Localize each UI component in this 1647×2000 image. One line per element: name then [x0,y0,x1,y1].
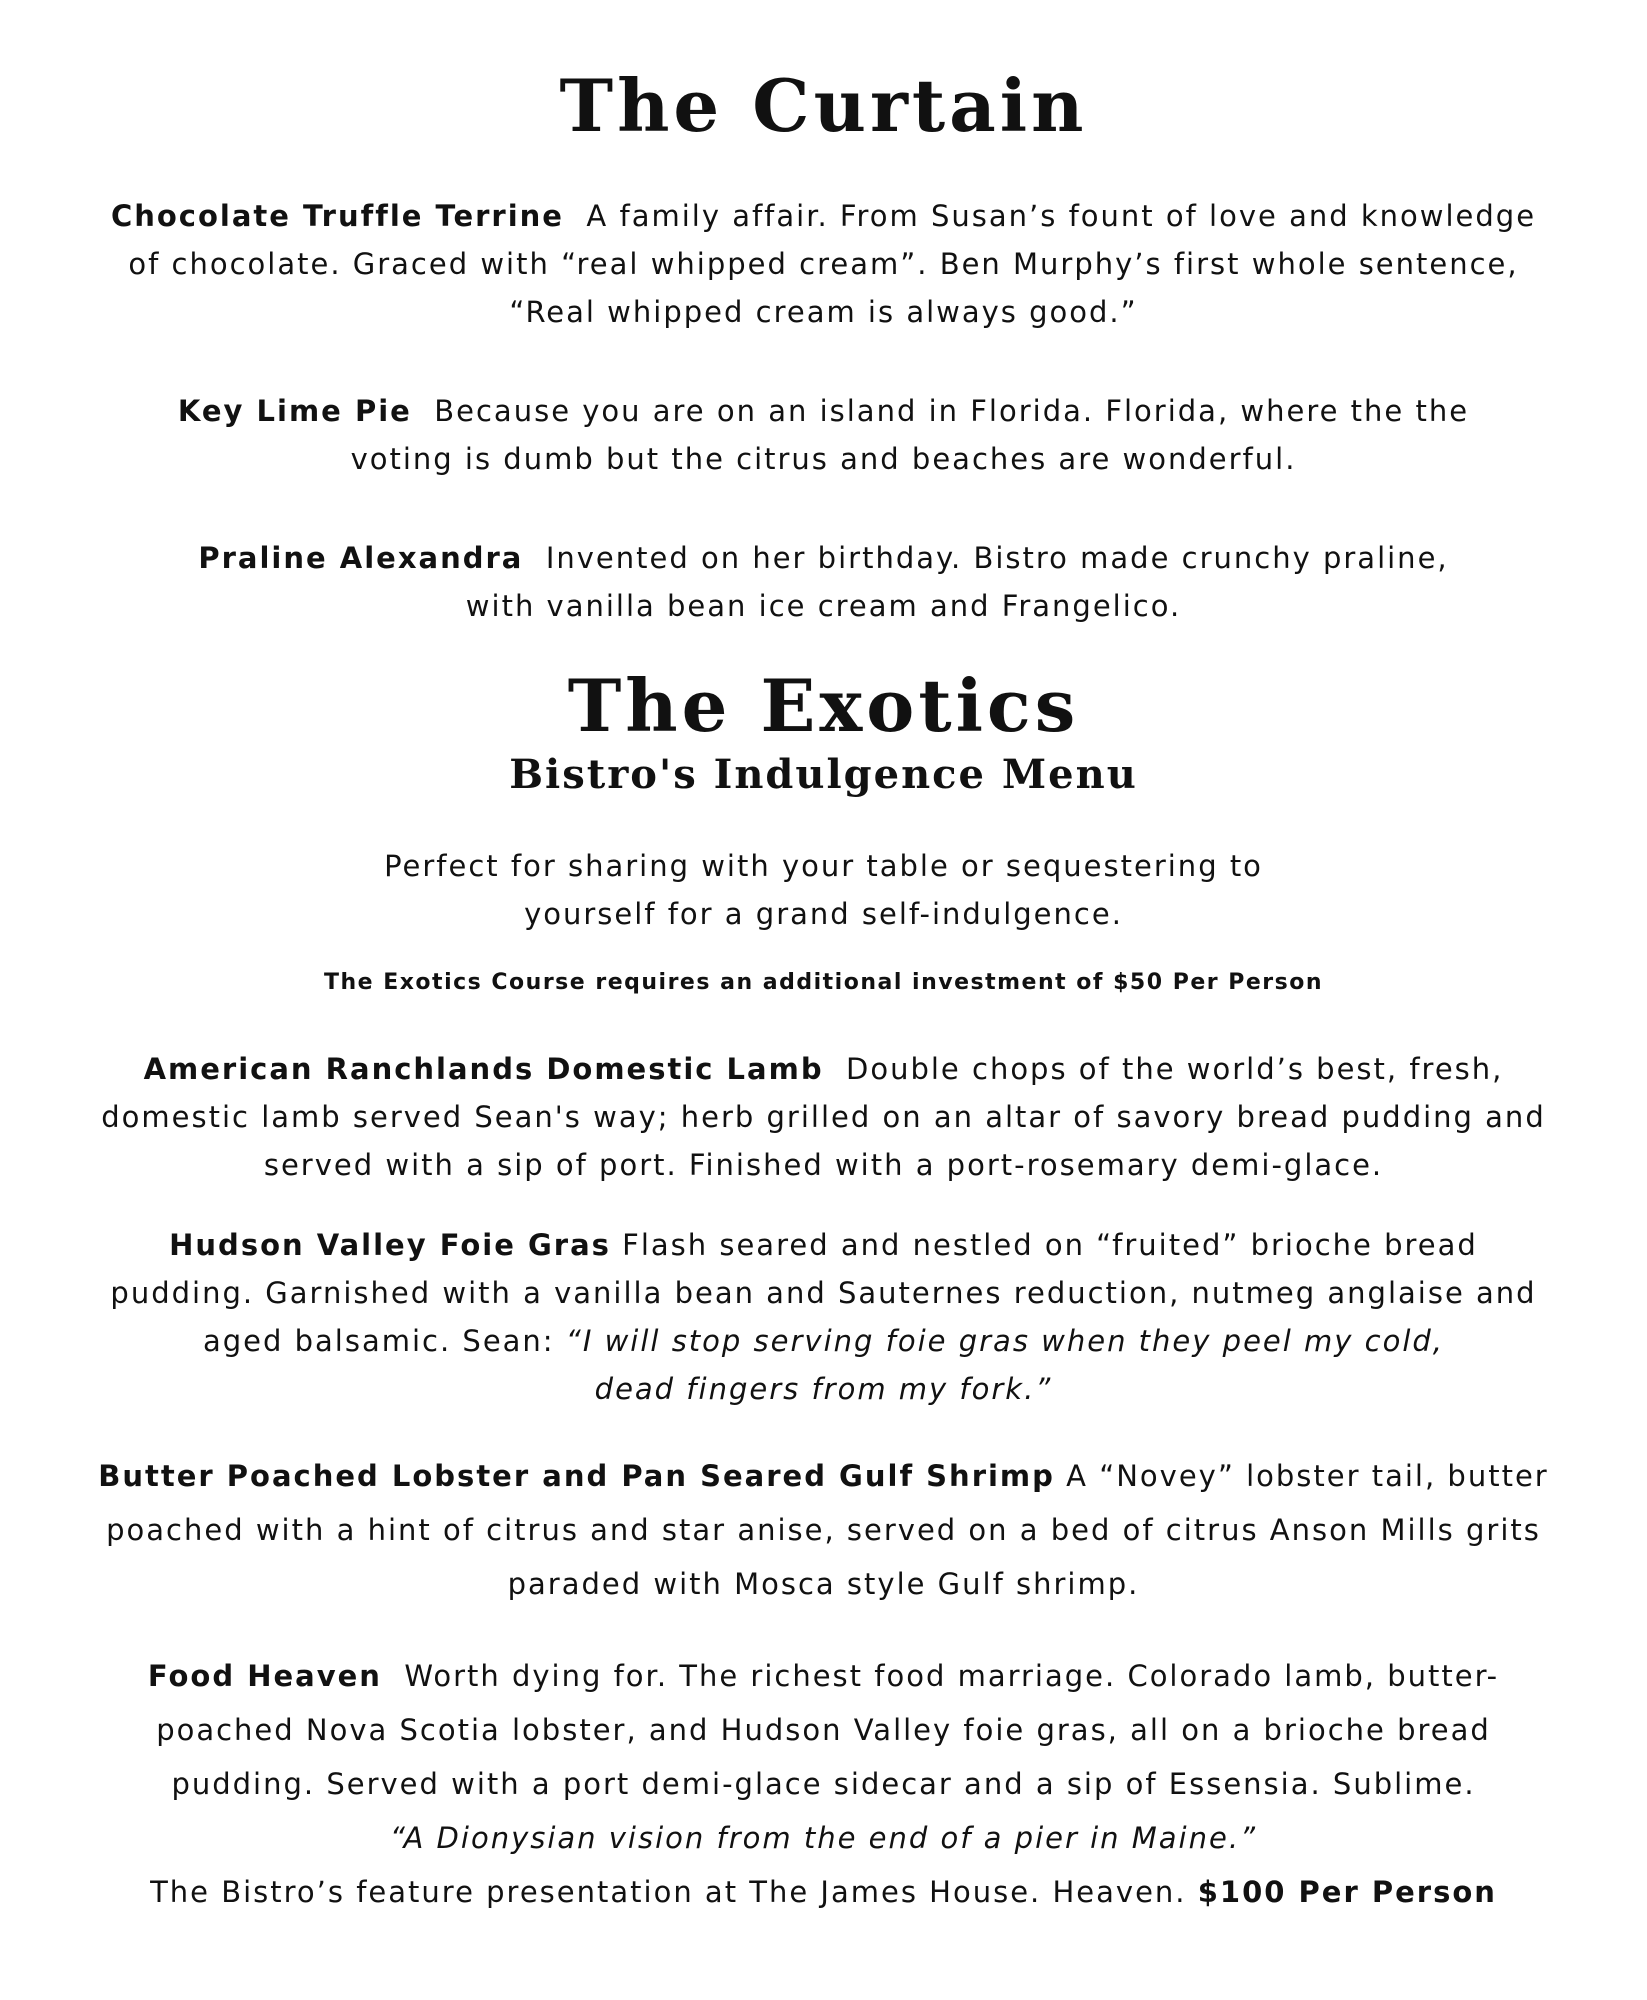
menu-item-lobster-shrimp [40,1449,1607,1611]
menu-item-key-lime-pie [40,387,1607,483]
exotics-title: The Exotics [567,663,1080,748]
item-description: aged balsamic. Sean: [202,1324,555,1358]
item-price: $100 Per Person [1197,1875,1497,1909]
item-description: Flash seared and nestled on “fruited” brioche bread [622,1228,1478,1262]
item-description: A “Novey” lobster tail, butter [1066,1459,1549,1493]
menu-item-chocolate-truffle-terrine [40,192,1607,336]
item-description: served with a sip of port. Finished with a port-rosemary demi-glace. [263,1148,1384,1182]
item-description: poached with a hint of citrus and star anise, served on a bed of citrus Anson Mills grits [106,1513,1541,1547]
item-name: American Ranchlands Domestic Lamb [143,1052,824,1086]
item-quote: “A Dionysian vision from the end of a pier in Maine.” [389,1821,1258,1855]
item-description: with vanilla bean ice cream and Frangelico. [465,589,1182,623]
item-name: Hudson Valley Foie Gras [169,1228,611,1262]
exotics-subtitle: Bistro's Indulgence Menu [509,751,1138,798]
item-description: domestic lamb served Sean's way; herb grilled on an altar of savory bread pudding and [101,1100,1546,1134]
item-description: of chocolate. Graced with “real whipped cream”. Ben Murphy’s first whole sentence, [128,247,1519,281]
item-description: pudding. Served with a port demi-glace sidecar and a sip of Essensia. Sublime. [171,1767,1476,1801]
curtain-title: The Curtain [559,63,1088,148]
item-name: Chocolate Truffle Terrine [110,199,564,233]
item-description: The Bistro’s feature presentation at The James House. Heaven. [150,1875,1187,1909]
item-description: “Real whipped cream is always good.” [509,295,1138,329]
item-description: paraded with Mosca style Gulf shrimp. [507,1567,1140,1601]
menu-item-praline-alexandra [40,534,1607,630]
item-name: Food Heaven [147,1659,382,1693]
item-description: Because you are on an island in Florida. Florida, where the the [434,394,1470,428]
item-quote: dead fingers from my fork.” [594,1372,1053,1406]
item-name: Butter Poached Lobster and Pan Seared Gulf Shrimp [98,1459,1055,1493]
investment-note: The Exotics Course requires an additional investment of $50 Per Person [323,970,1324,995]
item-name: Key Lime Pie [177,394,412,428]
item-description: Worth dying for. The richest food marriage. Colorado lamb, butter- [404,1659,1500,1693]
intro-line: Perfect for sharing with your table or sequestering to [384,849,1263,883]
exotics-intro [40,842,1607,938]
menu-item-foie-gras [40,1221,1607,1413]
menu-item-domestic-lamb [40,1045,1607,1189]
item-description: Double chops of the world’s best, fresh, [846,1052,1504,1086]
menu-item-food-heaven [40,1649,1607,1919]
item-quote: “I will stop serving foie gras when they peel my cold, [565,1324,1445,1358]
item-description: voting is dumb but the citrus and beaches are wonderful. [350,442,1297,476]
item-description: pudding. Garnished with a vanilla bean and Sauternes reduction, nutmeg anglaise and [110,1276,1537,1310]
item-description: A family affair. From Susan’s fount of love and knowledge [586,199,1537,233]
intro-line: yourself for a grand self-indulgence. [524,897,1123,931]
item-description: Invented on her birthday. Bistro made crunchy praline, [545,541,1449,575]
item-description: poached Nova Scotia lobster, and Hudson Valley foie gras, all on a brioche bread [156,1713,1491,1747]
item-name: Praline Alexandra [198,541,524,575]
